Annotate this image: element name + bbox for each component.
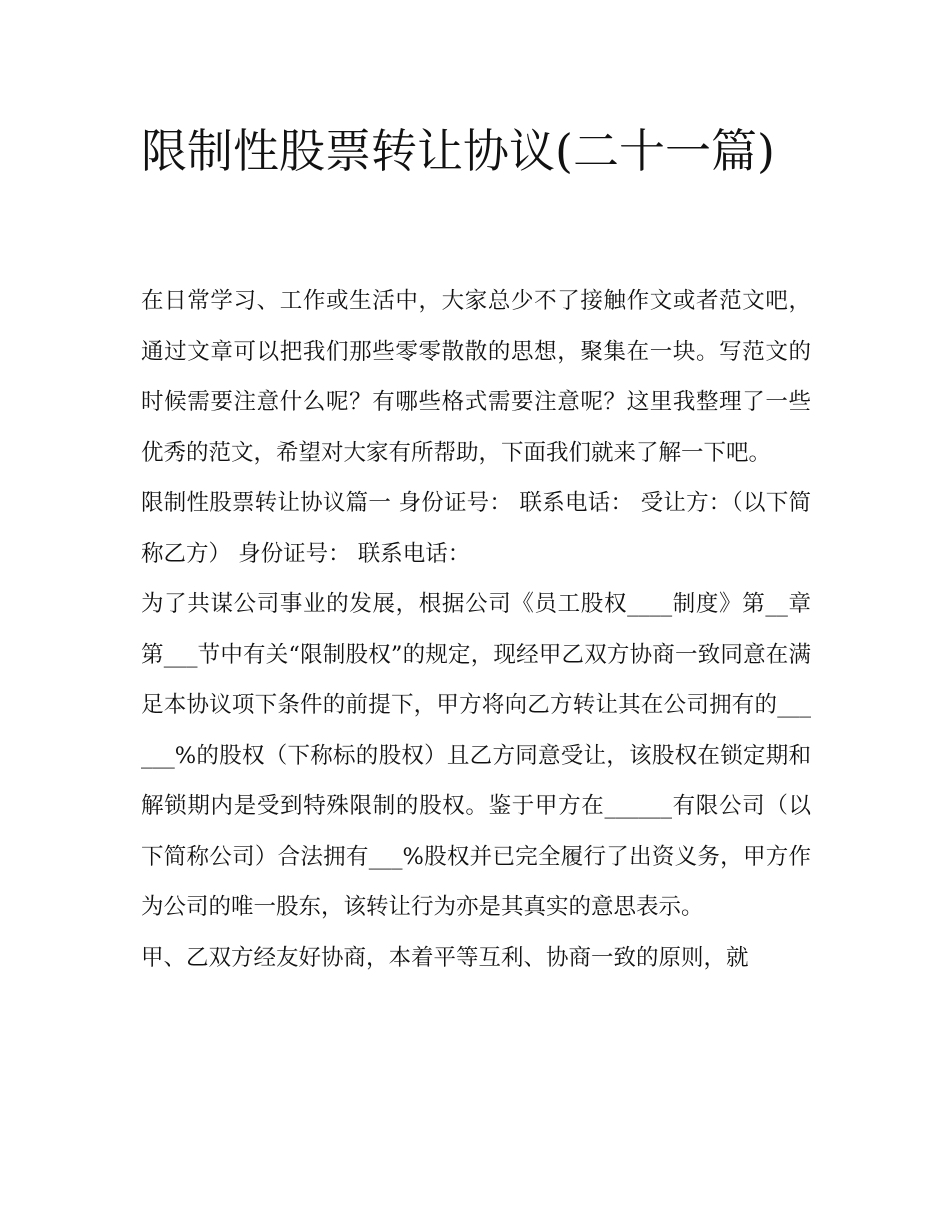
document-body (141, 276, 811, 983)
paragraph-parties: 限制性股票转让协议篇一 身份证号： 联系电话： 受让方：（以下简称乙方） 身份证号： 联系电话： (141, 490, 811, 567)
paragraph-purpose: 为了共谋公司事业的发展，根据公司《员工股权____制度》第__章第___节中有关“限制股权”的规定，现经甲乙双方协商一致同意在满足本协议项下条件的前提下，甲方将向乙方转让其在公司拥有的______%的股权（下称标的股权）且乙方同意受让，该股权在锁定期和解锁期内是受到特殊限制的股权。鉴于甲方在______有限公司（以下简称公司）合法拥有___%股权并已完全履行了出资义务，甲方作为公司的唯一股东，该转让行为亦是其真实的意思表示。 (141, 591, 811, 920)
paragraph-intro: 在日常学习、工作或生活中，大家总少不了接触作文或者范文吧，通过文章可以把我们那些零零散散的思想，聚集在一块。写范文的时候需要注意什么呢？有哪些格式需要注意呢？这里我整理了一些优秀的范文，希望对大家有所帮助，下面我们就来了解一下吧。 (141, 288, 811, 466)
document-title: 限制性股票转让协议(二十一篇) (141, 124, 775, 178)
paragraph-negotiation: 甲、乙双方经友好协商，本着平等互利、协商一致的原则，就 (141, 944, 749, 971)
